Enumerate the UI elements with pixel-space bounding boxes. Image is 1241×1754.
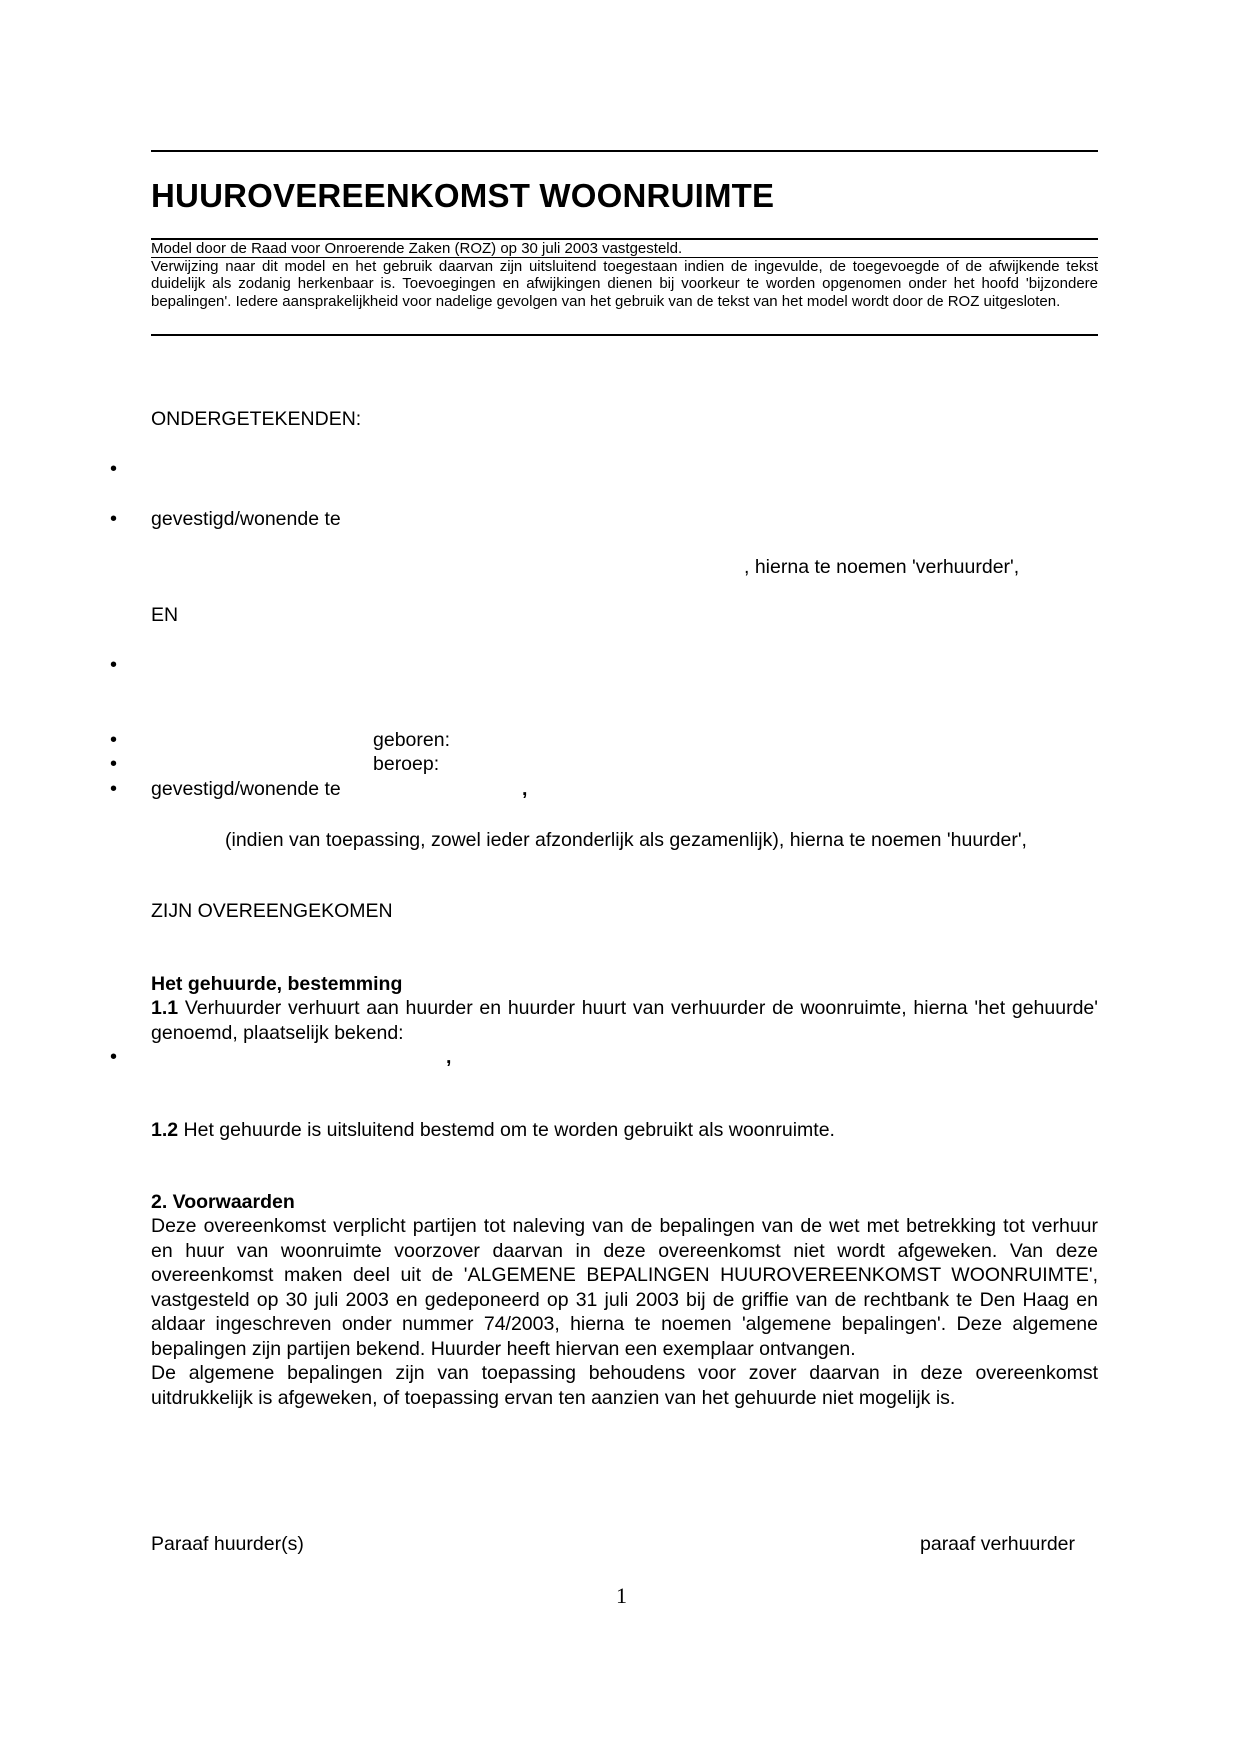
bullet-icon: •	[110, 458, 118, 480]
tenant-profession-label: beroep:	[373, 753, 440, 775]
clause-1-1-number: 1.1	[151, 997, 179, 1019]
model-disclaimer	[151, 240, 1098, 310]
clause-1-1-text: Verhuurder verhuurt aan huurder en huurder huurt van verhuurder de woonruimte, hierna 'het gehuurde' genoemd, plaatselijk bekend:	[151, 997, 1098, 1044]
clause-1-1	[151, 996, 1098, 1045]
landlord-initials-label: paraaf verhuurder	[920, 1533, 1076, 1555]
bullet-icon: •	[110, 654, 118, 676]
section1-heading: Het gehuurde, bestemming	[151, 973, 403, 995]
section2-paragraph-1: Deze overeenkomst verplicht partijen tot naleving van de bepalingen van de wet met betrekking tot verhuur en huur van woonruimte voorzover daarvan in deze overeenkomst niet wordt afgeweken. Van deze overeenkomst maken deel uit de 'ALGEMENE BEPALINGEN HUUROVEREENKOMST WOONRUIMTE', vastgesteld op 30 juli 2003 en gedeponeerd op 31 juli 2003 bij de griffie van de rechtbank te Den Haag en aldaar ingeschreven onder nummer 74/2003, hierna te noemen 'algemene bepalingen'. Deze algemene bepalingen zijn partijen bekend. Huurder heeft hiervan een exemplaar ontvangen.	[151, 1215, 1098, 1360]
tenant-location-comma: ,	[522, 778, 528, 800]
agreed-heading: ZIJN OVEREENGEKOMEN	[151, 900, 393, 922]
landlord-location-label: gevestigd/wonende te	[151, 508, 341, 530]
clause-1-2-text: Het gehuurde is uitsluitend bestemd om te worden gebruikt als woonruimte.	[178, 1119, 835, 1141]
tenant-initials-label: Paraaf huurder(s)	[151, 1533, 304, 1555]
address-comma: ,	[446, 1046, 452, 1068]
bullet-icon: •	[110, 508, 118, 530]
tenant-designation: (indien van toepassing, zowel ieder afzonderlijk als gezamenlijk), hierna te noemen 'huurder',	[225, 829, 1027, 851]
landlord-designation: , hierna te noemen 'verhuurder',	[744, 556, 1020, 578]
clause-1-2-number: 1.2	[151, 1119, 179, 1141]
parties-heading: ONDERGETEKENDEN:	[151, 408, 362, 430]
disclaimer-line1: Model door de Raad voor Onroerende Zaken (ROZ) op 30 juli 2003 vastgesteld.	[151, 240, 683, 257]
page-number: 1	[616, 1583, 627, 1608]
disclaimer-bottom-rule	[151, 334, 1098, 336]
top-rule	[151, 150, 1098, 152]
disclaimer-top-separator	[151, 257, 1098, 258]
bullet-icon: •	[110, 1046, 118, 1068]
document-title: HUUROVEREENKOMST WOONRUIMTE	[151, 177, 775, 214]
and-label: EN	[151, 604, 179, 626]
bullet-icon: •	[110, 778, 118, 800]
section2-heading: 2. Voorwaarden	[151, 1191, 295, 1213]
clause-1-2	[151, 1118, 1098, 1143]
tenant-born-label: geboren:	[373, 729, 450, 751]
tenant-location-label: gevestigd/wonende te	[151, 778, 341, 800]
disclaimer-text: Verwijzing naar dit model en het gebruik daarvan zijn uitsluitend toegestaan indien de ingevulde, de toegevoegde of de afwijkende tekst duidelijk als zodanig herkenbaar is. Toevoegingen en afwijkingen dienen bij voorkeur te worden opgenomen onder het hoofd 'bijzondere bepalingen'. Iedere aansprakelijkheid voor nadelige gevolgen van het gebruik van de tekst van het model wordt door de ROZ uitgesloten.	[151, 257, 1098, 310]
bullet-icon: •	[110, 729, 118, 751]
bullet-icon: •	[110, 753, 118, 775]
section2-paragraph-2: De algemene bepalingen zijn van toepassing behoudens voor zover daarvan in deze overeenkomst uitdrukkelijk is afgeweken, of toepassing ervan ten aanzien van het gehuurde niet mogelijk is.	[151, 1362, 1098, 1409]
section2-body	[151, 1214, 1098, 1410]
